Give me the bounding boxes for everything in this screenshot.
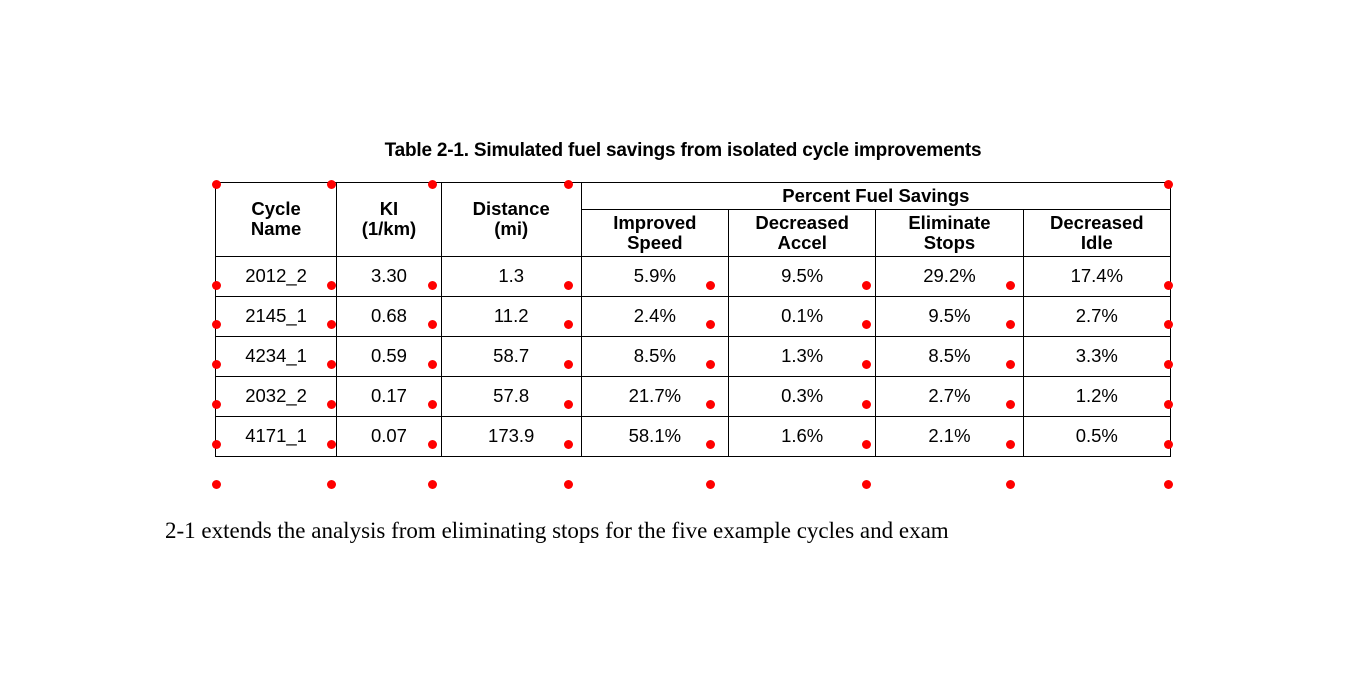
cell-decreased-accel: 1.3% <box>729 336 876 376</box>
column-header-cycle-name <box>216 183 337 257</box>
column-header-ki <box>337 183 441 257</box>
cell-improved-speed: 2.4% <box>581 296 728 336</box>
column-header-decreased-idle <box>1023 209 1170 256</box>
column-header-ki-line1: KI <box>379 198 399 220</box>
column-header-improved-speed-line2: Speed <box>627 231 683 253</box>
column-header-decreased-accel-line2: Accel <box>777 231 827 253</box>
anchor-dot <box>862 480 871 489</box>
cell-distance: 173.9 <box>441 416 581 456</box>
cell-eliminate-stops: 8.5% <box>876 336 1023 376</box>
table-row <box>216 416 1171 456</box>
cell-decreased-idle: 2.7% <box>1023 296 1170 336</box>
cell-ki: 0.68 <box>337 296 441 336</box>
column-header-cycle-name-line2: Name <box>250 218 302 240</box>
anchor-dot <box>564 480 573 489</box>
column-header-distance <box>441 183 581 257</box>
cell-decreased-idle: 0.5% <box>1023 416 1170 456</box>
cell-ki: 3.30 <box>337 256 441 296</box>
cell-distance: 11.2 <box>441 296 581 336</box>
cell-ki: 0.59 <box>337 336 441 376</box>
cell-improved-speed: 8.5% <box>581 336 728 376</box>
cell-eliminate-stops: 9.5% <box>876 296 1023 336</box>
cell-ki: 0.07 <box>337 416 441 456</box>
column-header-eliminate-stops-line1: Eliminate <box>908 211 991 233</box>
anchor-dot <box>1006 480 1015 489</box>
column-header-decreased-accel <box>729 209 876 256</box>
column-header-decreased-idle-line1: Decreased <box>1050 211 1144 233</box>
anchor-dot <box>1164 480 1173 489</box>
cell-decreased-idle: 3.3% <box>1023 336 1170 376</box>
column-header-ki-line2: (1/km) <box>361 218 417 240</box>
cell-cycle-name: 2145_1 <box>216 296 337 336</box>
table-header-row-group <box>216 183 1171 210</box>
cell-distance: 1.3 <box>441 256 581 296</box>
table-row <box>216 336 1171 376</box>
column-header-improved-speed-line1: Improved <box>613 211 697 233</box>
group-header-percent-fuel-savings: Percent Fuel Savings <box>581 183 1170 210</box>
cell-improved-speed: 5.9% <box>581 256 728 296</box>
column-header-eliminate-stops-line2: Stops <box>923 231 976 253</box>
anchor-dot <box>428 480 437 489</box>
cell-decreased-accel: 0.3% <box>729 376 876 416</box>
column-header-eliminate-stops <box>876 209 1023 256</box>
cell-distance: 57.8 <box>441 376 581 416</box>
column-header-decreased-accel-line1: Decreased <box>755 211 849 233</box>
column-header-decreased-idle-line2: Idle <box>1080 231 1113 253</box>
table-caption: Table 2-1. Simulated fuel savings from isolated cycle improvements <box>384 140 982 161</box>
table-row <box>216 256 1171 296</box>
table-body <box>216 256 1171 456</box>
table-row <box>216 296 1171 336</box>
column-header-cycle-name-line1: Cycle <box>251 198 301 220</box>
table-row <box>216 376 1171 416</box>
cell-decreased-idle: 1.2% <box>1023 376 1170 416</box>
anchor-dot <box>706 480 715 489</box>
cell-decreased-accel: 0.1% <box>729 296 876 336</box>
cell-distance: 58.7 <box>441 336 581 376</box>
cell-eliminate-stops: 29.2% <box>876 256 1023 296</box>
cell-decreased-accel: 1.6% <box>729 416 876 456</box>
body-paragraph: 2-1 extends the analysis from eliminating stops for the five example cycles and exam <box>165 518 949 543</box>
cell-cycle-name: 4171_1 <box>216 416 337 456</box>
fuel-savings-table-container <box>215 182 1171 457</box>
table-header <box>216 183 1171 257</box>
cell-cycle-name: 2032_2 <box>216 376 337 416</box>
cell-cycle-name: 4234_1 <box>216 336 337 376</box>
cell-improved-speed: 21.7% <box>581 376 728 416</box>
cell-cycle-name: 2012_2 <box>216 256 337 296</box>
cell-ki: 0.17 <box>337 376 441 416</box>
cell-decreased-idle: 17.4% <box>1023 256 1170 296</box>
cell-eliminate-stops: 2.1% <box>876 416 1023 456</box>
cell-decreased-accel: 9.5% <box>729 256 876 296</box>
cell-eliminate-stops: 2.7% <box>876 376 1023 416</box>
anchor-dot <box>327 480 336 489</box>
column-header-improved-speed <box>581 209 728 256</box>
cell-improved-speed: 58.1% <box>581 416 728 456</box>
column-header-distance-line2: (mi) <box>494 218 529 240</box>
fuel-savings-table <box>215 182 1171 457</box>
anchor-dot <box>212 480 221 489</box>
column-header-distance-line1: Distance <box>472 198 550 220</box>
